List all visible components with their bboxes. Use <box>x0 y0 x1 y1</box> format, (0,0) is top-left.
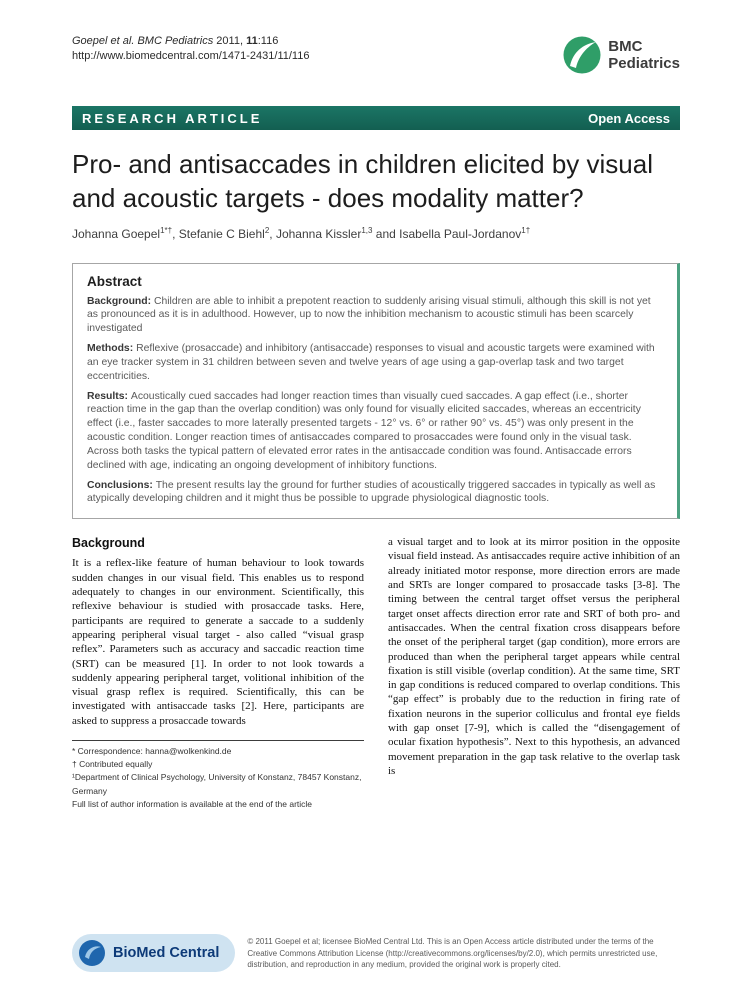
bmc-logo-icon <box>563 36 601 74</box>
page-footer <box>72 934 680 972</box>
abstract-section: Results: Acoustically cued saccades had longer reaction times than visually cued saccades. A gap effect (i.e., shorter reaction time in the gap than the overlap condition) was only found for visually elicited saccades, whereas an eccentricity effect (i.e., faster saccades to more laterally presented targets - 12° vs. 6° or rather 90° vs. 45°) was only present in the acoustic condition. Longer reaction times of antisaccades compared to prosaccades were found only in the visual task. Across both tasks the typical pattern of elevated error rates in the antisaccade condition was found. Antisaccade errors declined with age, indicating an ongoing development of inhibitory functions. <box>87 390 641 471</box>
open-access-label: Open Access <box>588 110 670 126</box>
author: Johanna Goepel$^{1*\dagger}$ <box>72 225 173 241</box>
author: Isabella Paul-Jordanov$^{1\dagger}$ <box>399 225 531 241</box>
biomed-central-logo <box>72 934 235 972</box>
right-column <box>388 535 680 811</box>
abstract-box <box>72 263 680 520</box>
left-column <box>72 535 364 811</box>
article-type-banner <box>72 106 680 130</box>
abstract-sections <box>87 295 663 507</box>
biomed-logo-icon <box>78 939 106 967</box>
citation-pages: :116 <box>257 35 279 47</box>
article-title: Pro- and antisaccades in children elicited by visual and acoustic targets - does modality matter? <box>72 149 653 213</box>
copyright-text: © 2011 Goepel et al; licensee BioMed Central Ltd. This is an Open Access article distributed under the terms of the Creative Commons Attribution License (http://creativecommons.org/licenses/by/2.0), which permits unrestricted use, distribution, and reproduction in any medium, provided the original work is properly cited. <box>247 937 658 970</box>
background-section-heading: Background <box>72 536 145 551</box>
author: Johanna Kissler$^{1,3}$ <box>275 225 373 241</box>
body-paragraph-left: It is a reflex-like feature of human behaviour to look towards sudden changes in our visual field. This enables us to respond adequately to changes in our environment. Scientifically, this reflexive behaviour is studied with prosaccade tasks. Here, participants are required to generate a saccade to a suddenly appearing peripheral visual target - also called “visual grasp reflex”. Parameters such as accuracy and saccadic reaction time (SRT) can be measured [1]. In order to not look towards a suddenly appearing peripheral target, volitional inhibition of the visual grasp reflex is required. Scientifically, this can be investigated with antisaccade tasks [2]. Here, participants are asked to suppress a prosaccade towards <box>72 557 364 727</box>
body-columns <box>72 535 680 811</box>
citation-volume: 11 <box>246 35 258 47</box>
author-list: Johanna Goepel$^{1*\dagger}$, Stefanie C Biehl$^2$, Johanna Kissler$^{1,3}$ and Isabella Paul-Jordanov$^{1\dagger}$ <box>72 225 531 241</box>
page-header <box>72 34 680 74</box>
journal-name <box>608 38 680 73</box>
citation-journal: BMC Pediatrics <box>137 35 214 47</box>
biomed-logo-text: BioMed Central <box>113 945 220 961</box>
footnote-line: † Contributed equally <box>72 759 153 770</box>
footnote-line: Full list of author information is available at the end of the article <box>72 798 313 809</box>
body-paragraph-right: a visual target and to look at its mirror position in the opposite visual field instead. As antisaccades require active inhibition of an already initiated motor response, more direction errors are made and SRTs are longer compared to prosaccade tasks [3-8]. The timing between the central target offset versus the peripheral target onset affects direction error rate and SRT of both pro- and antisaccades. When the central fixation cross disappears before the onset of the peripheral target (gap condition), more errors are produced than when the peripheral target appears while central fixation is still visible (overlap condition). At the same time, SRT in gap conditions is reduced compared to overlap conditions. This “gap effect” is probably due to the reduction in firing rate of fixation neurons in the superior colliculus and frontal eye fields with gap onset [7-9], which is called the “disengagement of ocular fixation hypothesis”. Next to this hypothesis, an advanced movement preparation in the gap task relative to the overlap task is <box>388 536 680 777</box>
journal-name-line2: Pediatrics <box>608 55 680 72</box>
author: Stefanie C Biehl$^2$ <box>178 225 270 241</box>
abstract-heading: Abstract <box>87 273 142 289</box>
bmc-pediatrics-logo <box>563 36 680 74</box>
article-url[interactable]: http://www.biomedcentral.com/1471-2431/11/116 <box>72 50 310 63</box>
citation-authors: Goepel et al. <box>72 35 135 47</box>
footnote-line: ¹Department of Clinical Psychology, University of Konstanz, 78457 Konstanz, Germany <box>72 772 362 796</box>
footnote-line: * Correspondence: hanna@wolkenkind.de <box>72 746 232 756</box>
abstract-section: Background: Children are able to inhibit a prepotent reaction to suddenly arising visual stimuli, although this skill is not yet as pronounced as it is in adulthood. However, up to now the inhibition mechanism to acoustic stimuli has been scarcely investigated <box>87 295 651 335</box>
citation-year: 2011, <box>216 35 244 47</box>
citation-line <box>72 34 309 49</box>
footnotes <box>72 740 364 811</box>
journal-name-line1: BMC <box>608 37 643 55</box>
abstract-section: Conclusions: The present results lay the ground for further studies of acoustically triggered saccades in typically as well as atypically developing children and it might thus be possible to upgrade physiological diagnostic tools. <box>87 479 656 505</box>
article-type-label: RESEARCH ARTICLE <box>82 110 263 126</box>
abstract-section: Methods: Reflexive (prosaccade) and inhibitory (antisaccade) responses to visual and acoustic targets were examined with an eye tracker system in 31 children between seven and twelve years of age using a gap-overlap task and two target eccentricities. <box>87 343 655 382</box>
citation-block <box>72 34 309 65</box>
